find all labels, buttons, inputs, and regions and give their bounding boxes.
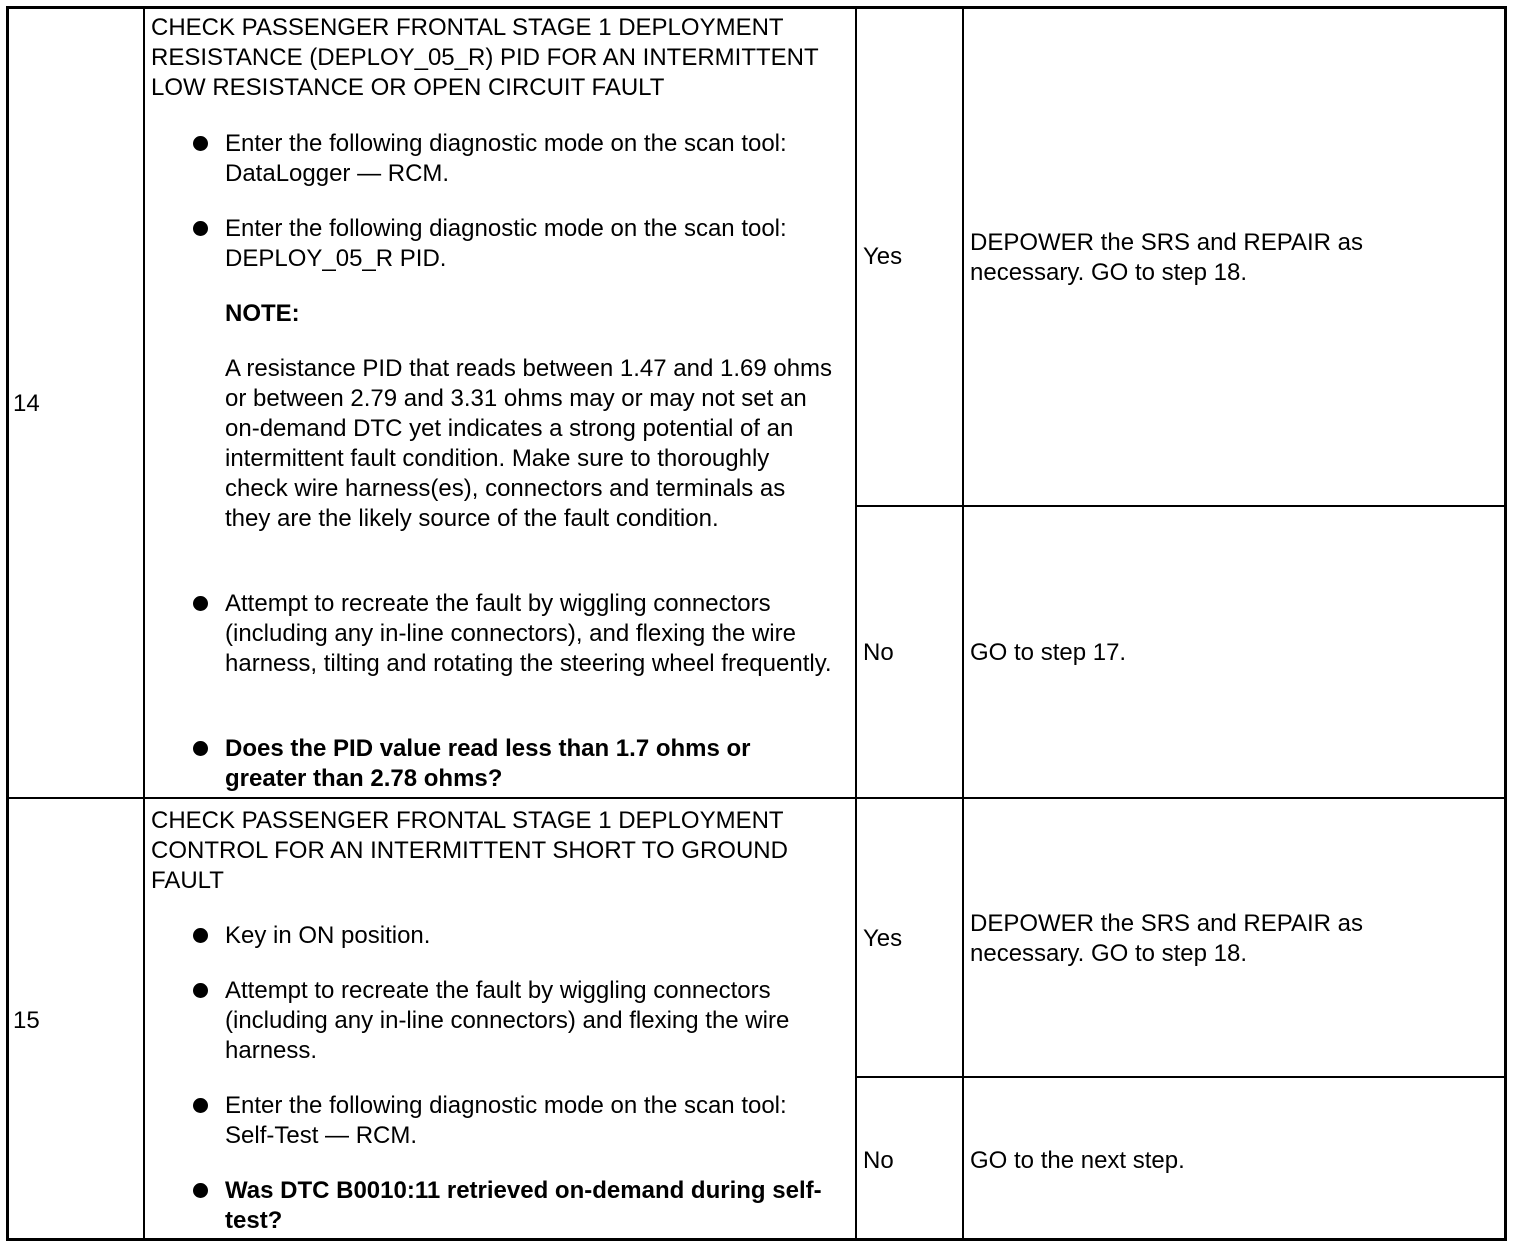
result-yes: Yes [863,243,903,270]
list-item [191,921,841,951]
result-divider [857,505,1506,507]
result-divider [857,1076,1506,1078]
bullet-icon [193,928,208,943]
list-item [191,589,841,709]
step-number: 14 [13,390,40,417]
list-item [191,129,841,189]
question-text: Was DTC B0010:11 retrieved on-demand during self-test? [225,1177,822,1234]
bullet-icon [193,221,208,236]
list-item [191,1176,841,1236]
bullet-icon [193,741,208,756]
list-item [191,1091,841,1151]
instruction-text: Enter the following diagnostic mode on the scan tool: DEPLOY_05_R PID. [225,215,787,272]
column-divider [855,9,857,1240]
column-divider [962,9,964,1240]
step-heading: CHECK PASSENGER FRONTAL STAGE 1 DEPLOYMENT RESISTANCE (DEPLOY_05_R) PID FOR AN INTERMITTENT LOW RESISTANCE OR OPEN CIRCUIT FAULT [151,14,819,101]
action-text: GO to the next step. [970,1147,1185,1174]
bullet-icon [193,596,208,611]
bullet-icon [193,983,208,998]
bullet-icon [193,1183,208,1198]
bullet-icon [193,1098,208,1113]
step-heading: CHECK PASSENGER FRONTAL STAGE 1 DEPLOYMENT CONTROL FOR AN INTERMITTENT SHORT TO GROUND FAULT [151,807,788,894]
result-no: No [863,1147,894,1174]
column-divider [143,9,145,1240]
instruction-text: Key in ON position. [225,922,431,949]
list-item [191,734,841,794]
action-text: GO to step 17. [970,639,1127,666]
result-no: No [863,639,894,666]
note-text: A resistance PID that reads between 1.47 and 1.69 ohms or between 2.79 and 3.31 ohms may or may not set an on-demand DTC yet indicates a strong potential of an intermittent fault condition. Make sure to thoroughly check wire harness(es), connectors and terminals as they are the likely source of the fault condition. [225,355,833,532]
action-text: DEPOWER the SRS and REPAIR as necessary. GO to step 18. [970,229,1364,286]
instruction-text: Attempt to recreate the fault by wiggling connectors (including any in-line connectors), and flexing the wire harness, tilting and rotating the steering wheel frequently. [225,590,832,677]
list-item [191,976,841,1066]
action-text: DEPOWER the SRS and REPAIR as necessary. GO to step 18. [970,910,1364,967]
list-item [191,214,841,274]
instruction-text: Enter the following diagnostic mode on the scan tool: Self-Test — RCM. [225,1092,787,1149]
question-text: Does the PID value read less than 1.7 ohms or greater than 2.78 ohms? [225,735,751,792]
bullet-icon [193,136,208,151]
note-label: NOTE: [225,300,300,327]
instruction-text: Enter the following diagnostic mode on the scan tool: DataLogger — RCM. [225,130,787,187]
step-number: 15 [13,1007,40,1034]
result-yes: Yes [863,925,903,952]
row-divider [9,797,1506,799]
instruction-text: Attempt to recreate the fault by wiggling connectors (including any in-line connectors) and flexing the wire harness. [225,977,790,1064]
